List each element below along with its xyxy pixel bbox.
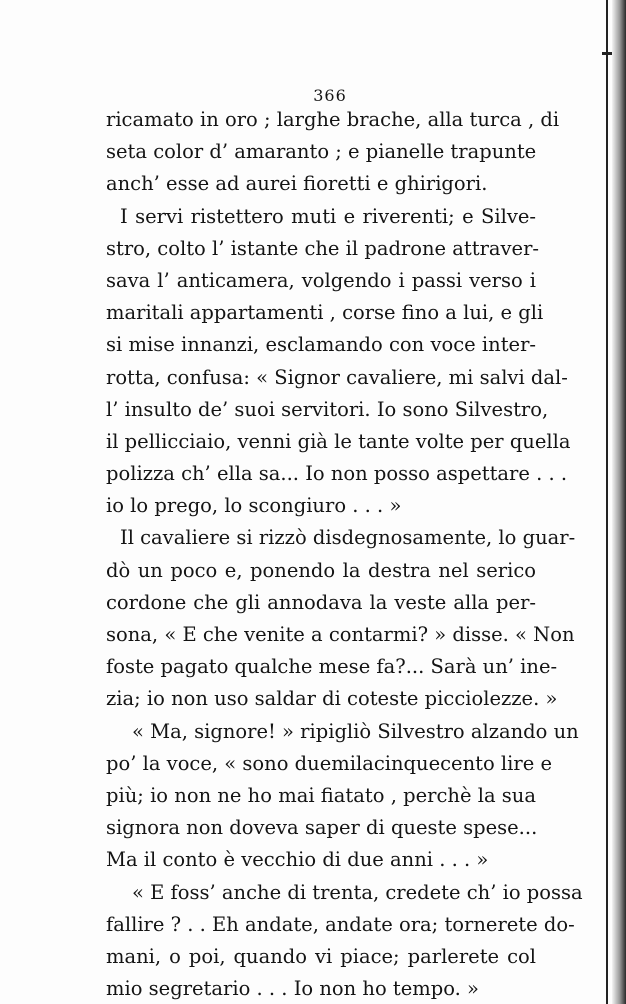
text-line: po’ la voce, « sono duemilacinquecento lire e (106, 751, 553, 775)
text-line: mani, o poi, quando vi piace; parlerete col (106, 944, 536, 968)
page-number: 366 (313, 86, 347, 105)
text-line: cordone che gli annodava la veste alla per- (106, 590, 536, 614)
text-line: dò un poco e, ponendo la destra nel serico (106, 558, 536, 582)
text-line: più; io non ne ho mai fiatato , perchè la sua (106, 783, 536, 807)
text-line: io lo prego, lo scongiuro . . . » (106, 494, 402, 518)
text-line: zia; io non uso saldar di coteste picciolezze. » (106, 687, 558, 711)
text-line: stro, colto l’ istante che il padrone attraver- (106, 236, 539, 260)
text-line: sona, « E che venite a contarmi? » disse. « Non (106, 623, 575, 646)
text-line: mio segretario . . . Io non ho tempo. » (106, 977, 479, 1001)
text-line: I servi ristettero muti e riverenti; e Silve- (120, 204, 536, 228)
body-text (106, 104, 583, 1004)
text-line: signora non doveva saper di queste spese... (106, 816, 538, 840)
text-line: rotta, confusa: « Signor cavaliere, mi salvi dal- (106, 365, 568, 389)
text-line: Il cavaliere si rizzò disdegnosamente, lo guar- (120, 526, 576, 550)
text-line: l’ insulto de’ suoi servitori. Io sono Silvestro, (106, 397, 549, 421)
text-line: si mise innanzi, esclamando con voce inter- (106, 333, 536, 357)
text-line: il pellicciaio, venni già le tante volte per quella (106, 429, 571, 453)
page-edge-shadow (612, 0, 626, 1004)
text-line: Ma il conto è vecchio di due anni . . . » (106, 848, 489, 872)
text-line: « Ma, signore! » ripigliò Silvestro alzando un (132, 719, 579, 743)
text-line: seta color d’ amaranto ; e pianelle trapunte (106, 140, 537, 164)
text-line: ricamato in oro ; larghe brache, alla turca , di (106, 108, 560, 131)
text-line: polizza ch’ ella sa... Io non posso aspettare . . . (106, 462, 568, 486)
page-edge-line (606, 0, 608, 1004)
text-line: « E foss’ anche di trenta, credete ch’ io possa (132, 880, 583, 904)
text-line: sava l’ anticamera, volgendo i passi verso i (106, 268, 536, 292)
text-line: fallire ? . . Eh andate, andate ora; tornerete do- (106, 912, 575, 936)
text-line: anch’ esse ad aurei fioretti e ghirigori. (106, 172, 488, 196)
text-line: foste pagato qualche mese fa?... Sarà un’ ine- (106, 655, 558, 679)
text-line: maritali appartamenti , corse fino a lui, e gli (106, 301, 544, 325)
